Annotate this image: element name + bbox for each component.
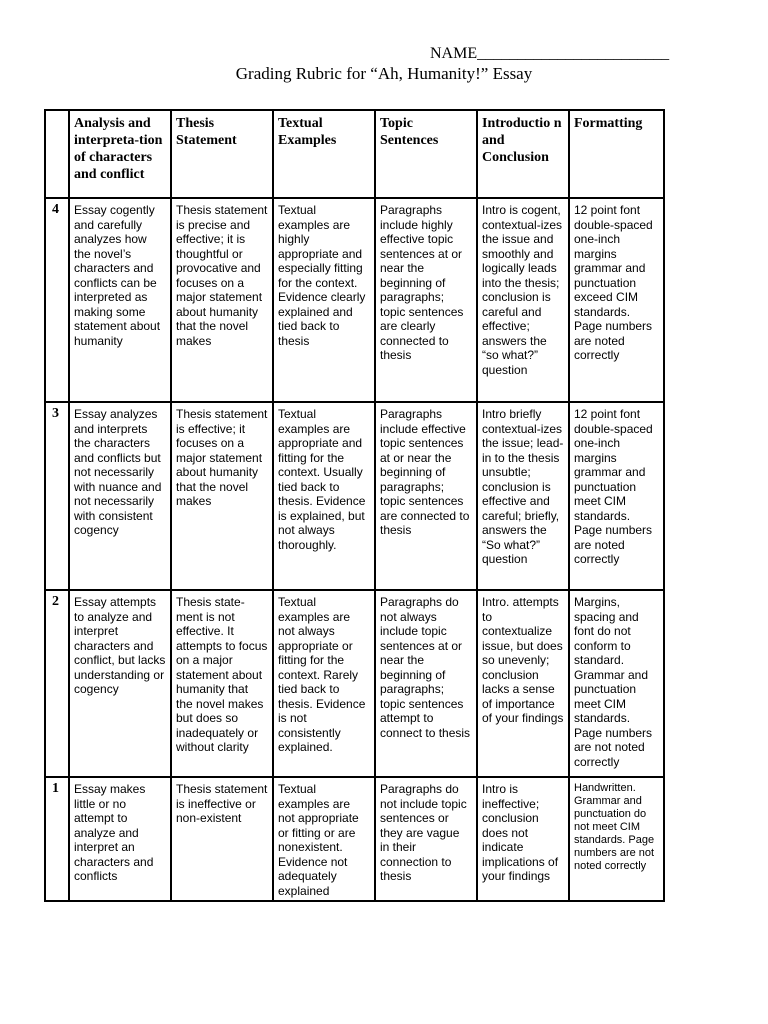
table-row [45, 777, 664, 901]
thesis-cell: Thesis statement is ineffective or non-existent [171, 777, 273, 901]
intro-conclusion-cell: Intro briefly contextual-izes the issue; lead-in to the thesis unsubtle; conclusion is effective and careful; briefly, answers the “So what?” question [477, 402, 569, 590]
page-title: Grading Rubric for “Ah, Humanity!” Essay [235, 64, 533, 83]
intro-conclusion-cell: Intro. attempts to contextualize issue, but does so unevenly; conclusion lacks a sense of importance of your findings [477, 590, 569, 777]
textual-examples-cell: Textual examples are highly appropriate and especially fitting for the context. Evidence clearly explained and tied back to thesis [273, 198, 375, 402]
topic-sentences-cell: Paragraphs include effective topic sentences at or near the beginning of paragraphs; topic sentences are connected to thesis [375, 402, 477, 590]
textual-examples-cell: Textual examples are not always appropriate or fitting for the context. Rarely tied back to thesis. Evidence is not consistently explained. [273, 590, 375, 777]
formatting-cell: Handwritten. Grammar and punctuation do not meet CIM standards. Page numbers are not noted correctly [569, 777, 664, 901]
topic-sentences-cell: Paragraphs do not include topic sentences or they are vague in their connection to thesis [375, 777, 477, 901]
formatting-cell: 12 point font double-spaced one-inch margins grammar and punctuation meet CIM standards. Page numbers are noted correctly [569, 402, 664, 590]
column-header-thesis: Thesis Statement [171, 110, 273, 198]
analysis-cell: Essay cogently and carefully analyzes how the novel’s characters and conflicts can be interpreted as making some statement about humanity [69, 198, 171, 402]
score-cell: 1 [45, 777, 69, 901]
thesis-cell: Thesis statement is effective; it focuses on a major statement about humanity that the novel makes [171, 402, 273, 590]
formatting-cell: 12 point font double-spaced one-inch margins grammar and punctuation exceed CIM standards. Page numbers are noted correctly [569, 198, 664, 402]
column-header-intro-conclusion: Introductio n and Conclusion [477, 110, 569, 198]
score-header [45, 110, 69, 198]
intro-conclusion-cell: Intro is cogent, contextual-izes the issue and smoothly and logically leads into the thesis; conclusion is careful and effective; answers the “so what?” question [477, 198, 569, 402]
score-cell: 2 [45, 590, 69, 777]
score-cell: 3 [45, 402, 69, 590]
textual-examples-cell: Textual examples are appropriate and fitting for the context. Usually tied back to thesis. Evidence is explained, but not always thoroughly. [273, 402, 375, 590]
textual-examples-cell: Textual examples are not appropriate or fitting or are nonexistent. Evidence not adequately explained [273, 777, 375, 901]
topic-sentences-cell: Paragraphs include highly effective topic sentences at or near the beginning of paragraphs; topic sentences are clearly connected to thesis [375, 198, 477, 402]
table-row [45, 402, 664, 590]
column-header-analysis: Analysis and interpreta-tion of characters and conflict [69, 110, 171, 198]
topic-sentences-cell: Paragraphs do not always include topic sentences at or near the beginning of paragraphs; topic sentences attempt to connect to thesis [375, 590, 477, 777]
analysis-cell: Essay analyzes and interprets the characters and conflicts but not necessarily with nuance and not necessarily with consistent cogency [69, 402, 171, 590]
intro-conclusion-cell: Intro is ineffective; conclusion does not indicate implications of your findings [477, 777, 569, 901]
column-header-topic-sentences: Topic Sentences [375, 110, 477, 198]
header-row [45, 110, 664, 198]
table-row [45, 198, 664, 402]
column-header-textual-examples: Textual Examples [273, 110, 375, 198]
table-row [45, 590, 664, 777]
column-header-formatting: Formatting [569, 110, 664, 198]
score-cell: 4 [45, 198, 69, 402]
name-line: NAME________________________ [430, 45, 670, 62]
analysis-cell: Essay attempts to analyze and interpret characters and conflict, but lacks understanding or cogency [69, 590, 171, 777]
formatting-cell: Margins, spacing and font do not conform to standard. Grammar and punctuation meet CIM standards. Page numbers are not noted correctly [569, 590, 664, 777]
thesis-cell: Thesis state-ment is not effective. It attempts to focus on a major statement about humanity that the novel makes but does so inadequately or without clarity [171, 590, 273, 777]
rubric-table [44, 109, 665, 902]
thesis-cell: Thesis statement is precise and effective; it is thoughtful or provocative and focuses on a major statement about humanity that the novel makes [171, 198, 273, 402]
analysis-cell: Essay makes little or no attempt to analyze and interpret an characters and conflicts [69, 777, 171, 901]
